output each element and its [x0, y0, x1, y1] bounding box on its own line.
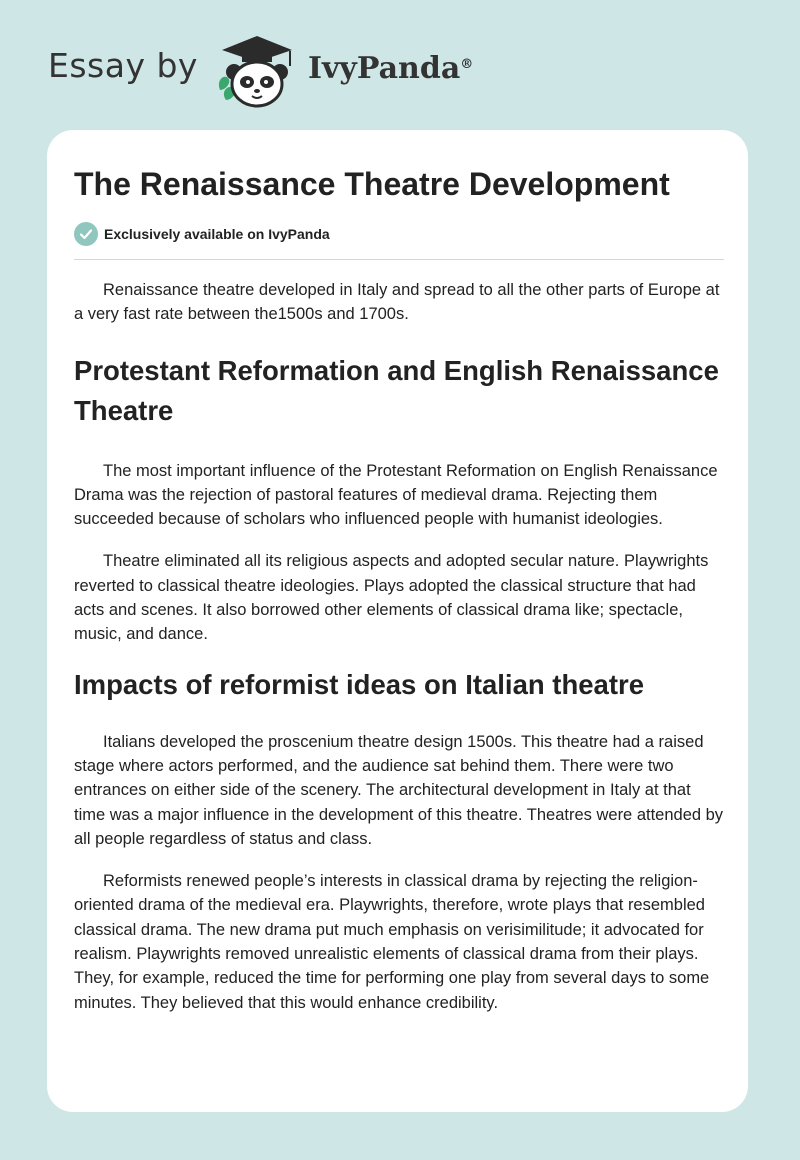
ivypanda-brand[interactable]: [308, 51, 473, 86]
section-heading-protestant-reformation: Protestant Reformation and English Renaissance Theatre: [74, 354, 719, 426]
essay-title: The Renaissance Theatre Development: [74, 166, 670, 202]
section-heading-italian-theatre: Impacts of reformist ideas on Italian theatre: [74, 668, 645, 700]
exclusive-badge: [74, 222, 724, 246]
panda-graduate-icon: [212, 30, 302, 110]
intro-paragraph: Renaissance theatre developed in Italy and spread to all the other parts of Europe at a very fast rate between the1500s and 1700s.: [74, 281, 720, 324]
check-circle-icon: [74, 222, 98, 246]
brand-name-text: IvyPanda: [307, 50, 461, 86]
essay-by-label: Essay by: [48, 45, 198, 85]
section2-paragraph-2: Reformists renewed people’s interests in classical drama by rejecting the religion-oriented drama of the medieval era. Playwrights, therefore, wrote plays that resembled classical drama. The new drama put much emphasis on verisimilitude; it advocated for realism. Playwrights removed unrealistic elements of classical drama from their plays. They, for example, reduced the time for performing one play from several days to some minutes. They believed that this would enhance credibility.: [74, 872, 710, 1012]
registered-mark: ®: [460, 56, 474, 72]
site-header: [48, 30, 548, 110]
divider: [74, 259, 724, 260]
essay-card: [47, 130, 748, 1112]
section1-paragraph-1: The most important influence of the Protestant Reformation on English Renaissance Drama was the rejection of pastoral features of medieval drama. Rejecting them succeeded because of scholars who influenced people with humanist ideologies.: [74, 461, 718, 529]
section1-paragraph-2: Theatre eliminated all its religious aspects and adopted secular nature. Playwrights reverted to classical theatre ideologies. Plays adopted the classical structure that had acts and scenes. It also borrowed other elements of classical drama like; spectacle, music, and dance.: [74, 552, 709, 644]
section2-paragraph-1: Italians developed the proscenium theatre design 1500s. This theatre had a raised stage where actors performed, and the audience sat behind them. There were two entrances on either side of the scenery. The architectural development in Italy at that time was a major influence in the development of this theatre. Theatres were attended by all people regardless of status and class.: [74, 732, 724, 848]
essay-content: [74, 164, 724, 1015]
exclusive-badge-label: Exclusively available on IvyPanda: [104, 226, 330, 242]
